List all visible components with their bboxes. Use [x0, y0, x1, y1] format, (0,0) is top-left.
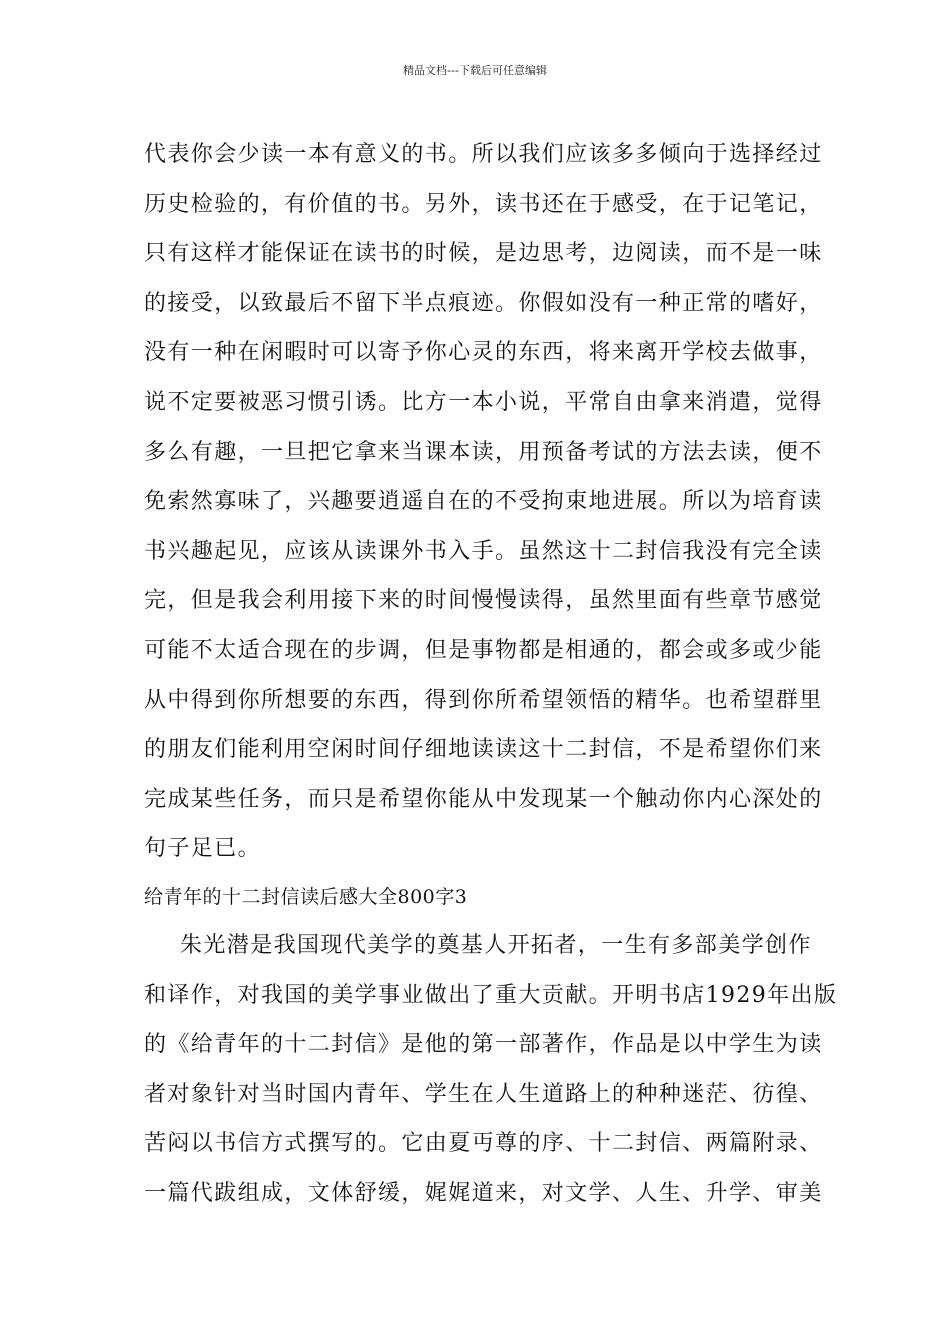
paragraph-line: 只有这样才能保证在读书的时候，是边思考，边阅读，而不是一味 [144, 241, 823, 267]
paragraph-line: 苦闷以书信方式撰写的。它由夏丏尊的序、十二封信、两篇附录、 [144, 1131, 823, 1157]
paragraph-line: 说不定要被恶习惯引诱。比方一本小说，平常自由拿来消遣，觉得 [144, 389, 823, 415]
paragraph-line: 完成某些任务，而只是希望你能从中发现某一个触动你内心深处的 [144, 786, 823, 812]
paragraph-line: 的接受，以致最后不留下半点痕迹。你假如没有一种正常的嗜好， [144, 290, 823, 316]
paragraph-1 [144, 130, 823, 874]
paragraph-line: 多么有趣，一旦把它拿来当课本读，用预备考试的方法去读，便不 [144, 439, 823, 465]
paragraph-line: 从中得到你所想要的东西，得到你所希望领悟的精华。也希望群里 [144, 687, 823, 713]
page-header: 精品文档---下载后可任意编辑 [403, 64, 547, 77]
paragraph-line: 完，但是我会利用接下来的时间慢慢读得，虽然里面有些章节感觉 [144, 588, 823, 614]
paragraph-line: 的朋友们能利用空闲时间仔细地读读这十二封信，不是希望你们来 [144, 737, 823, 763]
paragraph-line: 和译作，对我国的美学事业做出了重大贡献。开明书店1929年出版 [144, 982, 838, 1008]
paragraph-line: 的《给青年的十二封信》是他的第一部著作，作品是以中学生为读 [144, 1032, 823, 1058]
paragraph-2 [144, 921, 838, 1219]
paragraph-line: 历史检验的，有价值的书。另外，读书还在于感受，在于记笔记， [144, 191, 823, 217]
paragraph-line: 者对象针对当时国内青年、学生在人生道路上的种种迷茫、彷徨、 [144, 1081, 823, 1107]
section-heading: 给青年的十二封信读后感大全800字3 [144, 885, 468, 908]
document-body [144, 130, 838, 1218]
paragraph-line: 可能不太适合现在的步调，但是事物都是相通的，都会或多或少能 [144, 637, 823, 663]
paragraph-line: 代表你会少读一本有意义的书。所以我们应该多多倾向于选择经过 [144, 142, 823, 167]
paragraph-line: 没有一种在闲暇时可以寄予你心灵的东西，将来离开学校去做事， [144, 340, 823, 366]
paragraph-line: 免索然寡味了，兴趣要逍遥自在的不受拘束地进展。所以为培育读 [144, 489, 823, 515]
paragraph-line: 朱光潜是我国现代美学的奠基人开拓者，一生有多部美学创作 [180, 932, 812, 958]
paragraph-line: 书兴趣起见，应该从读课外书入手。虽然这十二封信我没有完全读 [144, 538, 823, 564]
paragraph-line: 一篇代跋组成，文体舒缓，娓娓道来，对文学、人生、升学、审美 [144, 1180, 823, 1206]
paragraph-line: 句子足已。 [144, 836, 262, 862]
